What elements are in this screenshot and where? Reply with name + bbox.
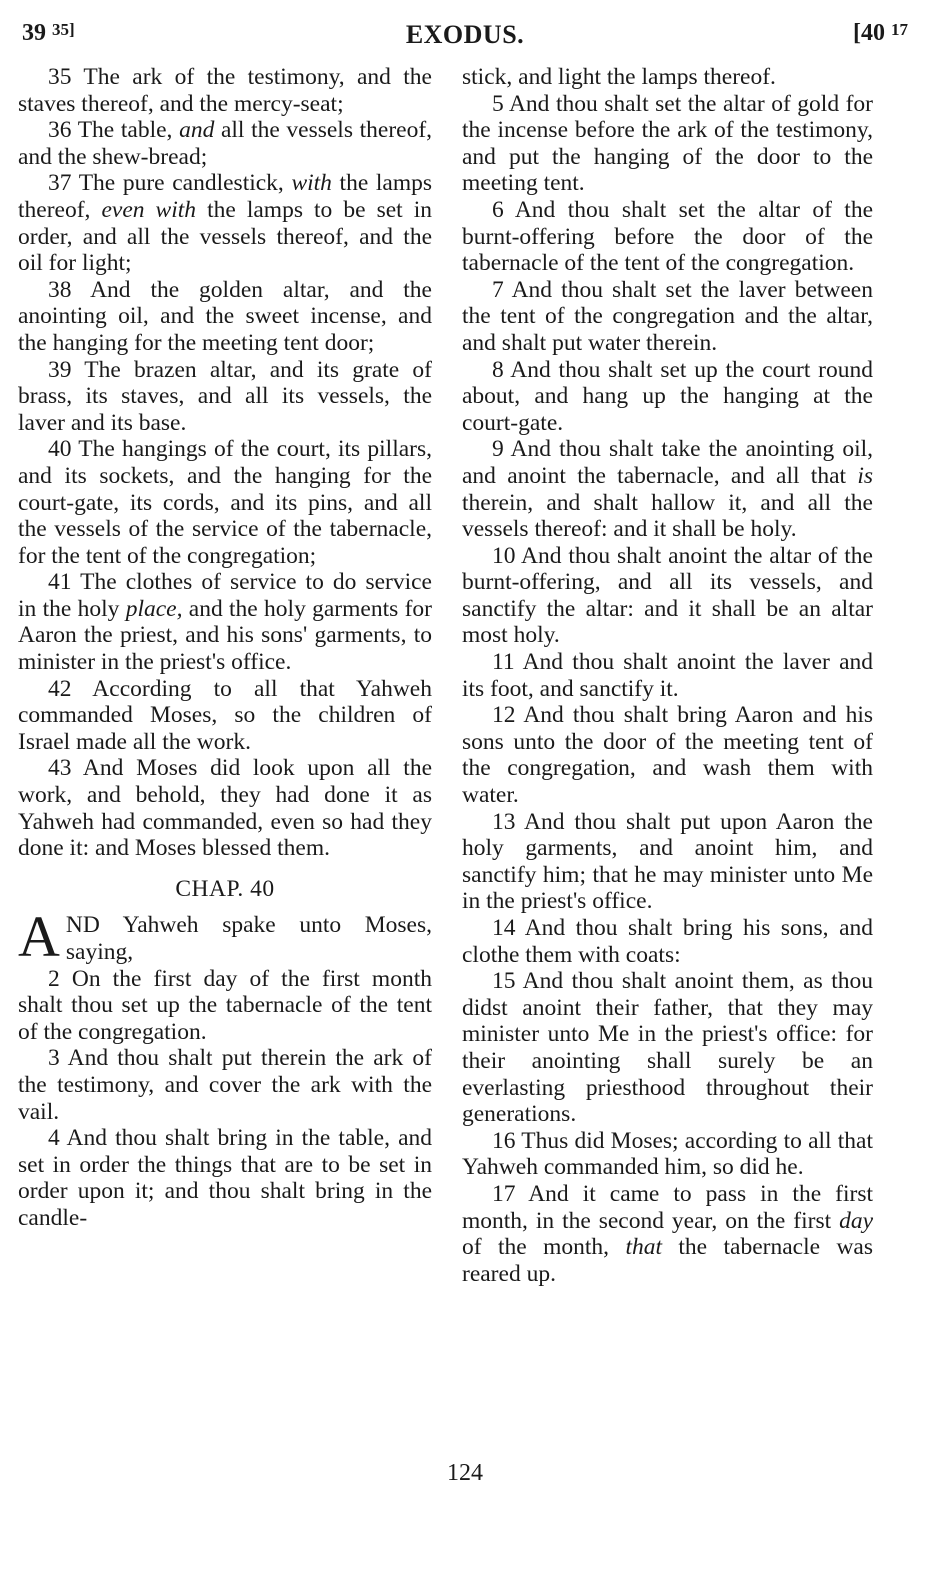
verse-39-36: 36 The table, and all the vessels thereof, and the shew-bread; [18, 117, 433, 170]
verse-39-41: 41 The clothes of service to do service in the holy place, and the holy garments for Aaron the priest, and his sons' garments, to minister in the priest's office. [18, 569, 432, 676]
verse-40-16: 16 Thus did Moses; according to all that Yahweh commanded him, so did he. [462, 1127, 873, 1181]
right-column [462, 64, 873, 1287]
verse-39-43: 43 And Moses did look upon all the work, and behold, they had done it as Yahweh had commanded, even so had they done it: and Moses blessed them. [18, 755, 432, 862]
verse-40-10: 10 And thou shalt anoint the altar of the burnt-offering, and all its vessels, and sanctify the altar: and it shall be an altar most holy. [462, 542, 873, 649]
verse-40-7: 7 And thou shalt set the laver between the tent of the congregation and the altar, and shalt put water therein. [462, 276, 873, 356]
verse-40-5: 5 And thou shalt set the altar of gold for the incense before the ark of the testimony, and put the hanging of the door to the meeting tent. [462, 90, 873, 197]
verse-39-39: 39 The brazen altar, and its grate of brass, its staves, and all its vessels, the laver and its base. [18, 356, 432, 436]
verse-40-15: 15 And thou shalt anoint them, as thou didst anoint their father, that they may minister unto Me in the priest's office: for their anointing shall surely be an everlasting priesthood throughout their generations. [462, 968, 873, 1128]
header-verse-range-end: [40 $^{17}$ [853, 20, 908, 46]
verse-40-4: 4 And thou shalt bring in the table, and set in order the things that are to be set in order upon it; and thou shalt bring in the candle- [18, 1125, 432, 1231]
verse-40-2: 2 On the first day of the first month shalt thou set up the tabernacle of the tent of the congregation. [18, 965, 432, 1045]
verse-39-40: 40 The hangings of the court, its pillars, and its sockets, and the hanging for the court-gate, its cords, and its pins, and all the vessels of the service of the tabernacle, for the tent of the congregation; [18, 436, 432, 569]
book-title: EXODUS. [405, 20, 525, 49]
left-column [18, 64, 432, 1232]
verse-40-17: 17 And it came to pass in the first month, in the second year, on the first day of the month, that the tabernacle was reared up. [462, 1180, 874, 1287]
verse-39-35: 35 The ark of the testimony, and the staves thereof, and the mercy-seat; [18, 64, 432, 117]
verse-40-13: 13 And thou shalt put upon Aaron the holy garments, and anoint him, and sanctify him; that he may minister unto Me in the priest's office. [462, 808, 873, 915]
page-number: 124 [447, 1460, 483, 1486]
verse-40-6: 6 And thou shalt set the altar of the burnt-offering before the door of the tabernacle of the tent of the congregation. [462, 196, 873, 277]
verse-40-12: 12 And thou shalt bring Aaron and his sons unto the door of the meeting tent of the congregation, and wash them with water. [462, 702, 873, 809]
verse-40-8: 8 And thou shalt set up the court round about, and hang up the hanging at the court-gate. [462, 356, 873, 436]
verse-40-4-continued: stick, and light the lamps thereof. [462, 64, 776, 90]
drop-cap: A [18, 904, 60, 970]
verse-40-1: AND Yahweh spake unto Moses, saying, [18, 904, 432, 970]
verse-39-37: 37 The pure candlestick, with the lamps thereof, even with the lamps to be set in order, and all the vessels thereof, and the oil for light; [18, 170, 433, 277]
header-verse-range-start: 39 $^{35]}$ [22, 20, 75, 46]
chapter-heading: CHAP. 40 [175, 875, 275, 902]
verse-39-38: 38 And the golden altar, and the anointing oil, and the sweet incense, and the hanging for the meeting tent door; [18, 276, 432, 356]
running-header [22, 20, 908, 56]
verse-40-11: 11 And thou shalt anoint the laver and its foot, and sanctify it. [462, 649, 873, 702]
verse-40-14: 14 And thou shalt bring his sons, and clothe them with coats: [462, 915, 873, 968]
verse-39-42: 42 According to all that Yahweh commanded Moses, so the children of Israel made all the work. [18, 675, 432, 755]
verse-40-9: 9 And thou shalt take the anointing oil, and anoint the tabernacle, and all that is therein, and shalt hallow it, and all the vessels thereof: and it shall be holy. [462, 436, 873, 543]
verse-40-3: 3 And thou shalt put therein the ark of the testimony, and cover the ark with the vail. [18, 1045, 432, 1125]
